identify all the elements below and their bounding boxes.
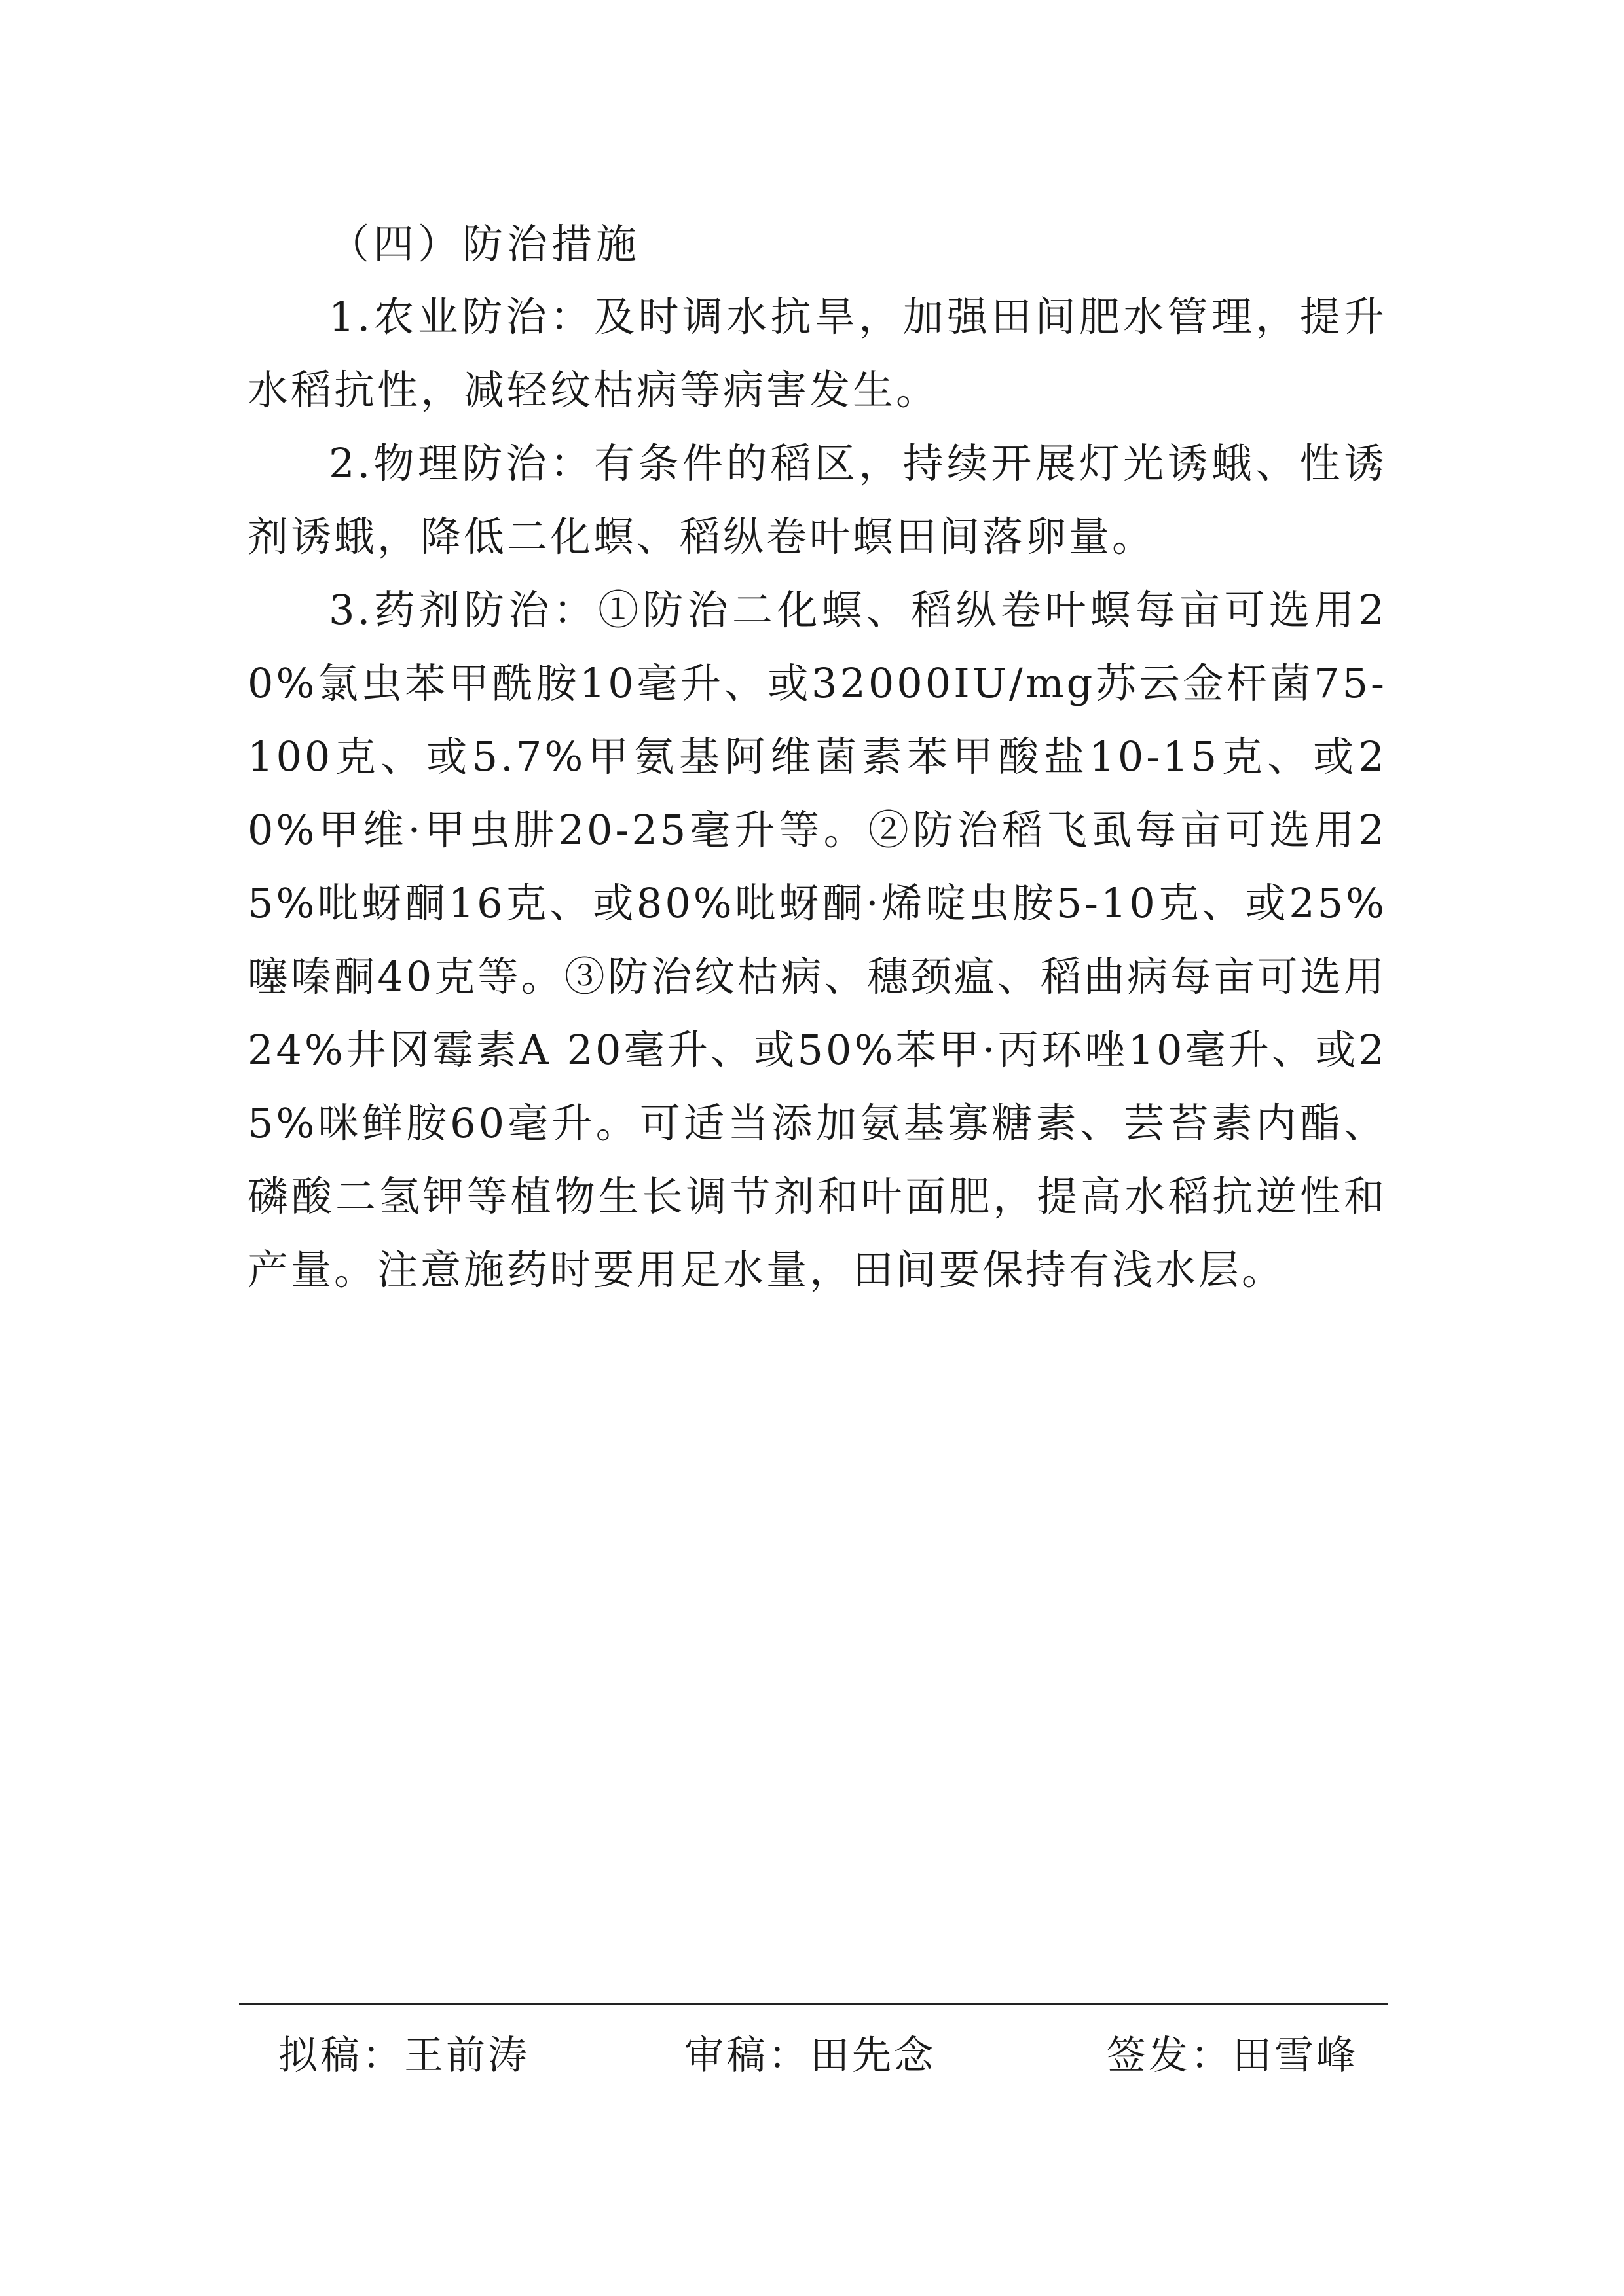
paragraph-chemical-control: 3.药剂防治：①防治二化螟、稻纵卷叶螟每亩可选用20%氯虫苯甲酰胺10毫升、或32000IU/mg苏云金杆菌75-100克、或5.7%甲氨基阿维菌素苯甲酸盐10-15克、或20%甲维·甲虫肼20-25毫升等。②防治稻飞虱每亩可选用25%吡蚜酮16克、或80%吡蚜酮·烯啶虫胺5-10克、或25%噻嗪酮40克等。③防治纹枯病、穗颈瘟、稻曲病每亩可选用24%井冈霉素A 20毫升、或50%苯甲·丙环唑10毫升、或25%咪鲜胺60毫升。可适当添加氨基寡糖素、芸苔素内酯、磷酸二氢钾等植物生长调节剂和叶面肥，提高水稻抗逆性和产量。注意施药时要用足水量，田间要保持有浅水层。 [248,586,1387,1294]
drafter-label: 拟稿：王前涛 [278,2033,530,2079]
footer-divider [239,2003,1388,2005]
paragraph-agricultural-control: 1.农业防治：及时调水抗旱，加强田间肥水管理，提升水稻抗性，减轻纹枯病等病害发生。 [248,293,1387,414]
issuer-label: 签发：田雪峰 [1107,2033,1358,2079]
signature-footer [0,2026,1624,2085]
paragraph-physical-control: 2.物理防治：有条件的稻区，持续开展灯光诱蛾、性诱剂诱蛾，降低二化螟、稻纵卷叶螟田间落卵量。 [248,439,1387,560]
section-heading: （四）防治措施 [329,220,641,268]
document-body [248,208,1387,1307]
reviewer-label: 审稿：田先念 [684,2033,936,2079]
